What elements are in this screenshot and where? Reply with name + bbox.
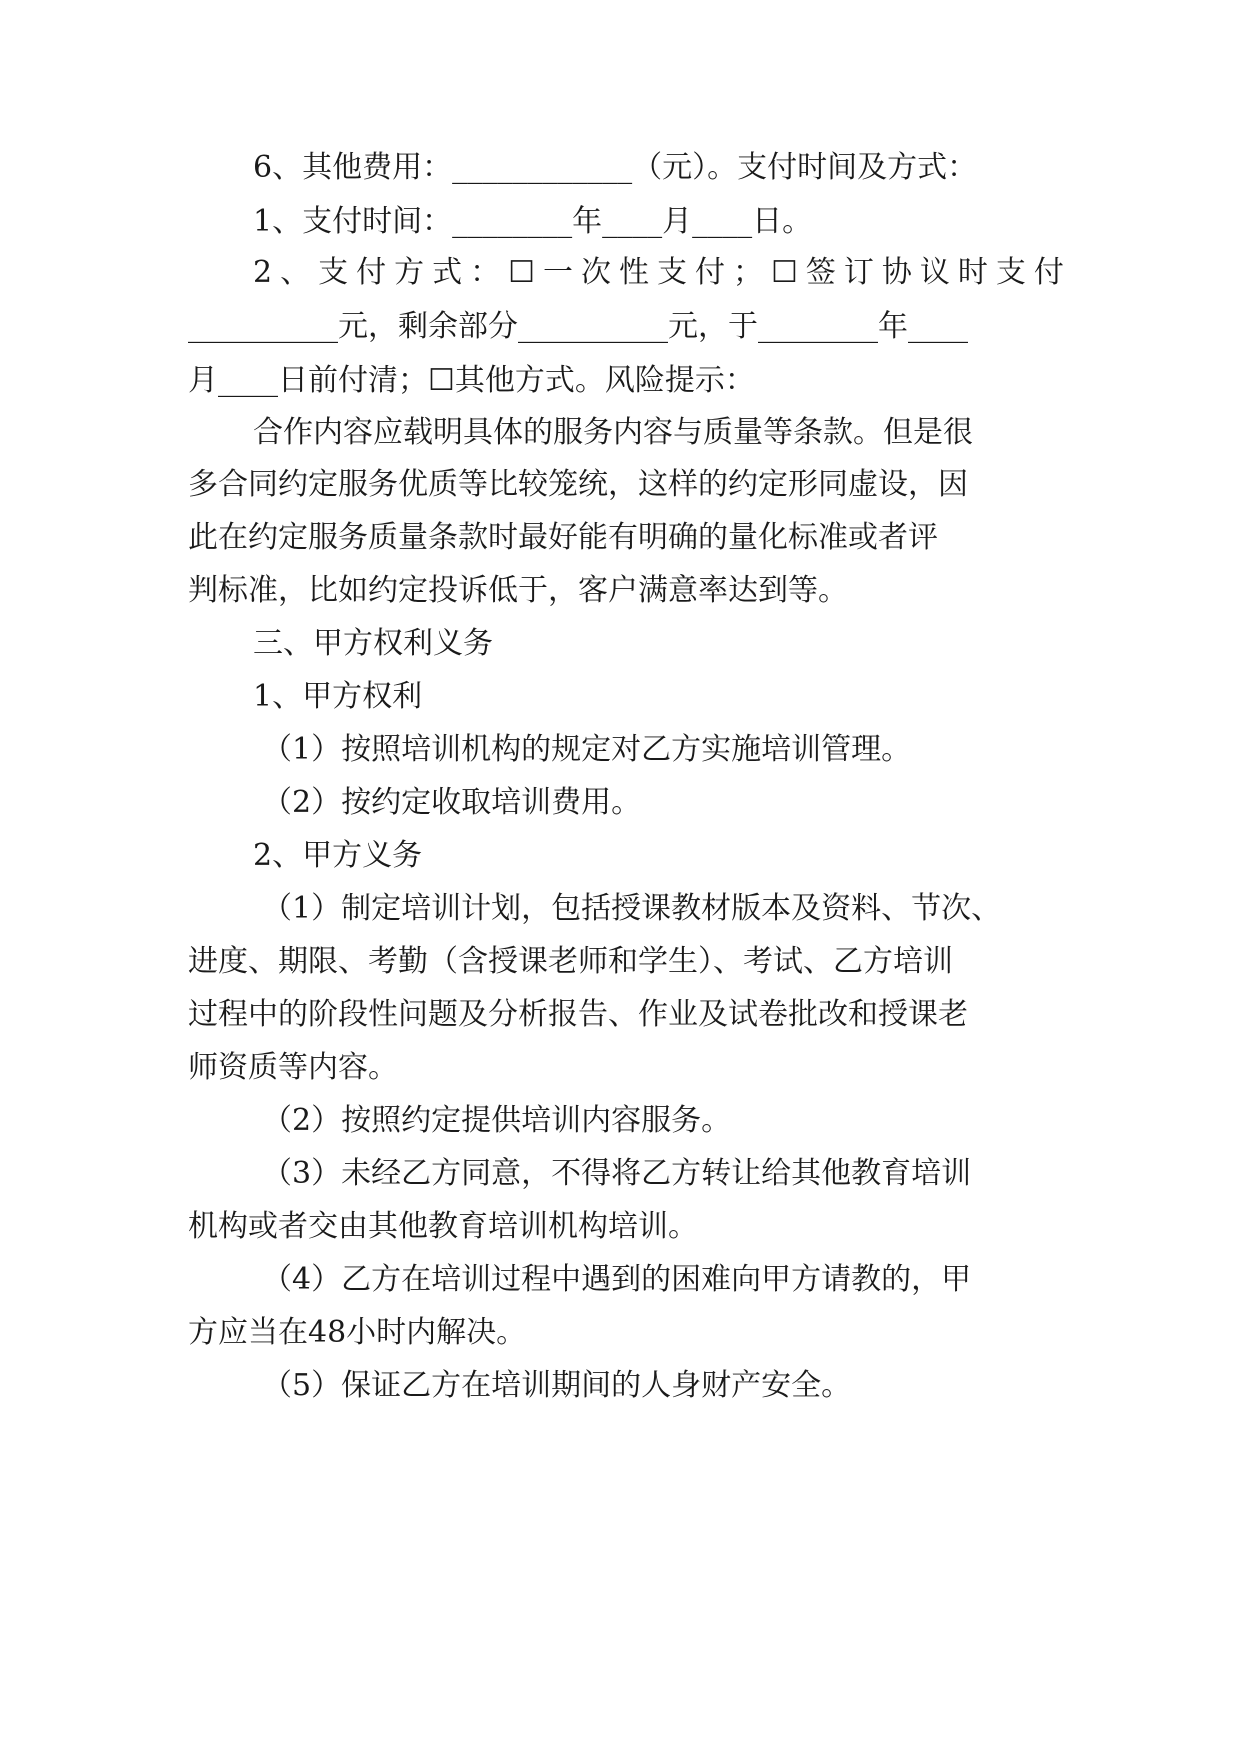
- paragraph-line: 合作内容应载明具体的服务内容与质量等条款。但是很: [253, 415, 973, 450]
- paragraph-line: 多合同约定服务优质等比较笼统，这样的约定形同虚设，因: [188, 467, 968, 502]
- list-item: （5）保证乙方在培训期间的人身财产安全。: [262, 1368, 852, 1403]
- paragraph-line: 2、支付方式：☐一次性支付；☐签订协议时支付: [253, 255, 1072, 290]
- paragraph-line: 进度、期限、考勤（含授课老师和学生）、考试、乙方培训: [188, 944, 953, 979]
- section-heading: 三、甲方权利义务: [253, 626, 493, 661]
- paragraph-line: __________元，剩余部分__________元，于________年____: [188, 309, 968, 344]
- paragraph-line: 机构或者交由其他教育培训机构培训。: [188, 1209, 698, 1244]
- paragraph-line: 师资质等内容。: [188, 1050, 398, 1085]
- list-item: （3）未经乙方同意，不得将乙方转让给其他教育培训: [262, 1156, 972, 1191]
- paragraph-line: 此在约定服务质量条款时最好能有明确的量化标准或者评: [188, 520, 938, 555]
- list-item: （1）制定培训计划，包括授课教材版本及资料、节次、: [262, 891, 1002, 926]
- list-item: （2）按约定收取培训费用。: [262, 785, 642, 820]
- paragraph-line: 1、支付时间：________年____月____日。: [253, 204, 813, 239]
- paragraph-line: 判标准，比如约定投诉低于，客户满意率达到等。: [188, 573, 848, 608]
- subsection-heading: 1、甲方权利: [253, 679, 423, 714]
- list-item: （2）按照约定提供培训内容服务。: [262, 1103, 732, 1138]
- list-item: （4）乙方在培训过程中遇到的困难向甲方请教的，甲: [262, 1262, 972, 1297]
- list-item: （1）按照培训机构的规定对乙方实施培训管理。: [262, 732, 912, 767]
- paragraph-line: 月____日前付清；☐其他方式。风险提示：: [188, 363, 755, 398]
- paragraph-line: 过程中的阶段性问题及分析报告、作业及试卷批改和授课老: [188, 997, 968, 1032]
- subsection-heading: 2、甲方义务: [253, 838, 423, 873]
- paragraph-line: 方应当在48小时内解决。: [188, 1315, 527, 1350]
- paragraph-line: 6、其他费用：____________（元）。支付时间及方式：: [253, 150, 978, 185]
